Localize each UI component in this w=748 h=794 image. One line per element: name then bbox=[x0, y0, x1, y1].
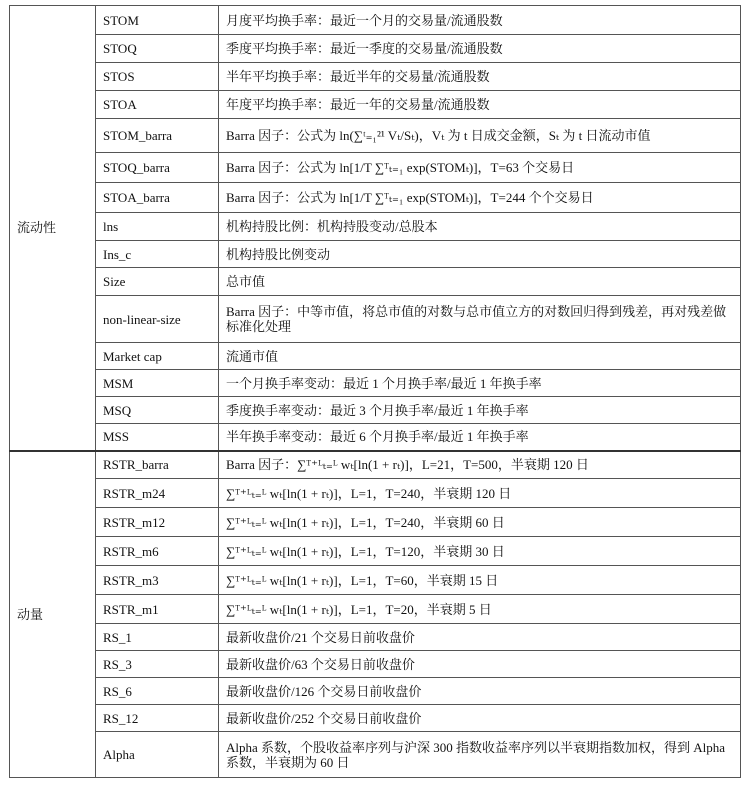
factor-description: 月度平均换手率：最近一个月的交易量/流通股数 bbox=[219, 6, 741, 35]
table-row bbox=[10, 705, 741, 732]
factor-name: RSTR_m3 bbox=[96, 566, 219, 595]
factor-name: STOS bbox=[96, 63, 219, 91]
table-row bbox=[10, 651, 741, 678]
table-row bbox=[10, 213, 741, 241]
table-row bbox=[10, 537, 741, 566]
table-row bbox=[10, 508, 741, 537]
table-row bbox=[10, 296, 741, 343]
factor-name: MSM bbox=[96, 370, 219, 397]
factor-description: 半年平均换手率：最近半年的交易量/流通股数 bbox=[219, 63, 741, 91]
table-row bbox=[10, 479, 741, 508]
factor-name: STOQ_barra bbox=[96, 153, 219, 183]
table-row bbox=[10, 343, 741, 370]
table-row bbox=[10, 91, 741, 119]
factor-name: non-linear-size bbox=[96, 296, 219, 343]
factor-name: Alpha bbox=[96, 732, 219, 778]
factor-description: Barra 因子：∑ᵀ⁺ᴸₜ₌ᴸ wₜ[ln(1 + rₜ)]，L=21，T=500，半衰期 120 日 bbox=[219, 451, 741, 479]
table-row bbox=[10, 424, 741, 451]
table-row bbox=[10, 397, 741, 424]
factor-name: Size bbox=[96, 268, 219, 296]
factor-name: RSTR_m6 bbox=[96, 537, 219, 566]
group-label-momentum: 动量 bbox=[10, 451, 96, 778]
factor-name: MSQ bbox=[96, 397, 219, 424]
factor-description: 一个月换手率变动：最近 1 个月换手率/最近 1 年换手率 bbox=[219, 370, 741, 397]
table-row bbox=[10, 153, 741, 183]
factor-description: 季度换手率变动：最近 3 个月换手率/最近 1 年换手率 bbox=[219, 397, 741, 424]
factor-description: 机构持股比例：机构持股变动/总股本 bbox=[219, 213, 741, 241]
factor-description: Barra 因子：公式为 ln[1/T ∑ᵀₜ₌₁ exp(STOMₜ)]，T=63 个交易日 bbox=[219, 153, 741, 183]
factor-description: 年度平均换手率：最近一年的交易量/流通股数 bbox=[219, 91, 741, 119]
factor-name: STOM bbox=[96, 6, 219, 35]
factor-name: STOM_barra bbox=[96, 119, 219, 153]
factor-name: RS_12 bbox=[96, 705, 219, 732]
table-row bbox=[10, 624, 741, 651]
factor-name: Ins_c bbox=[96, 241, 219, 268]
factor-description: Barra 因子：公式为 ln(∑ᵗ₌₁²¹ Vₜ/Sₜ)，Vₜ 为 t 日成交金额，Sₜ 为 t 日流动市值 bbox=[219, 119, 741, 153]
factor-name: RSTR_m12 bbox=[96, 508, 219, 537]
factor-description: ∑ᵀ⁺ᴸₜ₌ᴸ wₜ[ln(1 + rₜ)]，L=1，T=120，半衰期 30 日 bbox=[219, 537, 741, 566]
factor-name: MSS bbox=[96, 424, 219, 451]
table-row bbox=[10, 119, 741, 153]
table-row bbox=[10, 268, 741, 296]
factor-name: RS_1 bbox=[96, 624, 219, 651]
factor-name: RS_6 bbox=[96, 678, 219, 705]
factor-name: RSTR_m1 bbox=[96, 595, 219, 624]
table-row bbox=[10, 566, 741, 595]
factor-description: ∑ᵀ⁺ᴸₜ₌ᴸ wₜ[ln(1 + rₜ)]，L=1，T=240，半衰期 120 日 bbox=[219, 479, 741, 508]
factor-name: STOA_barra bbox=[96, 183, 219, 213]
factor-description: 总市值 bbox=[219, 268, 741, 296]
factor-description: 最新收盘价/252 个交易日前收盘价 bbox=[219, 705, 741, 732]
factor-name: RSTR_barra bbox=[96, 451, 219, 479]
factor-description: 最新收盘价/126 个交易日前收盘价 bbox=[219, 678, 741, 705]
factor-description: 最新收盘价/63 个交易日前收盘价 bbox=[219, 651, 741, 678]
factor-description: Barra 因子：中等市值，将总市值的对数与总市值立方的对数回归得到残差，再对残差做标准化处理 bbox=[219, 296, 741, 343]
table-row bbox=[10, 370, 741, 397]
factor-description: ∑ᵀ⁺ᴸₜ₌ᴸ wₜ[ln(1 + rₜ)]，L=1，T=60，半衰期 15 日 bbox=[219, 566, 741, 595]
factor-name: RSTR_m24 bbox=[96, 479, 219, 508]
table-row bbox=[10, 183, 741, 213]
factor-name: lns bbox=[96, 213, 219, 241]
factor-description: 最新收盘价/21 个交易日前收盘价 bbox=[219, 624, 741, 651]
table-row bbox=[10, 732, 741, 778]
factor-name: STOQ bbox=[96, 35, 219, 63]
factor-name: STOA bbox=[96, 91, 219, 119]
factor-description: ∑ᵀ⁺ᴸₜ₌ᴸ wₜ[ln(1 + rₜ)]，L=1，T=20，半衰期 5 日 bbox=[219, 595, 741, 624]
factor-description: 流通市值 bbox=[219, 343, 741, 370]
factor-description: Alpha 系数，个股收益率序列与沪深 300 指数收益率序列以半衰期指数加权，得到 Alpha 系数，半衰期为 60 日 bbox=[219, 732, 741, 778]
table-row bbox=[10, 451, 741, 479]
factor-table-body bbox=[10, 6, 741, 778]
table-row bbox=[10, 595, 741, 624]
table-row bbox=[10, 35, 741, 63]
factor-name: Market cap bbox=[96, 343, 219, 370]
table-row bbox=[10, 678, 741, 705]
table-row bbox=[10, 63, 741, 91]
factor-name: RS_3 bbox=[96, 651, 219, 678]
factor-description: Barra 因子：公式为 ln[1/T ∑ᵀₜ₌₁ exp(STOMₜ)]，T=244 个个交易日 bbox=[219, 183, 741, 213]
factor-description: 半年换手率变动：最近 6 个月换手率/最近 1 年换手率 bbox=[219, 424, 741, 451]
factor-description: 机构持股比例变动 bbox=[219, 241, 741, 268]
table-row bbox=[10, 241, 741, 268]
factor-description: 季度平均换手率：最近一季度的交易量/流通股数 bbox=[219, 35, 741, 63]
factor-description: ∑ᵀ⁺ᴸₜ₌ᴸ wₜ[ln(1 + rₜ)]，L=1，T=240，半衰期 60 日 bbox=[219, 508, 741, 537]
table-row bbox=[10, 6, 741, 35]
factor-table bbox=[9, 5, 741, 778]
group-label-liquidity: 流动性 bbox=[10, 6, 96, 451]
